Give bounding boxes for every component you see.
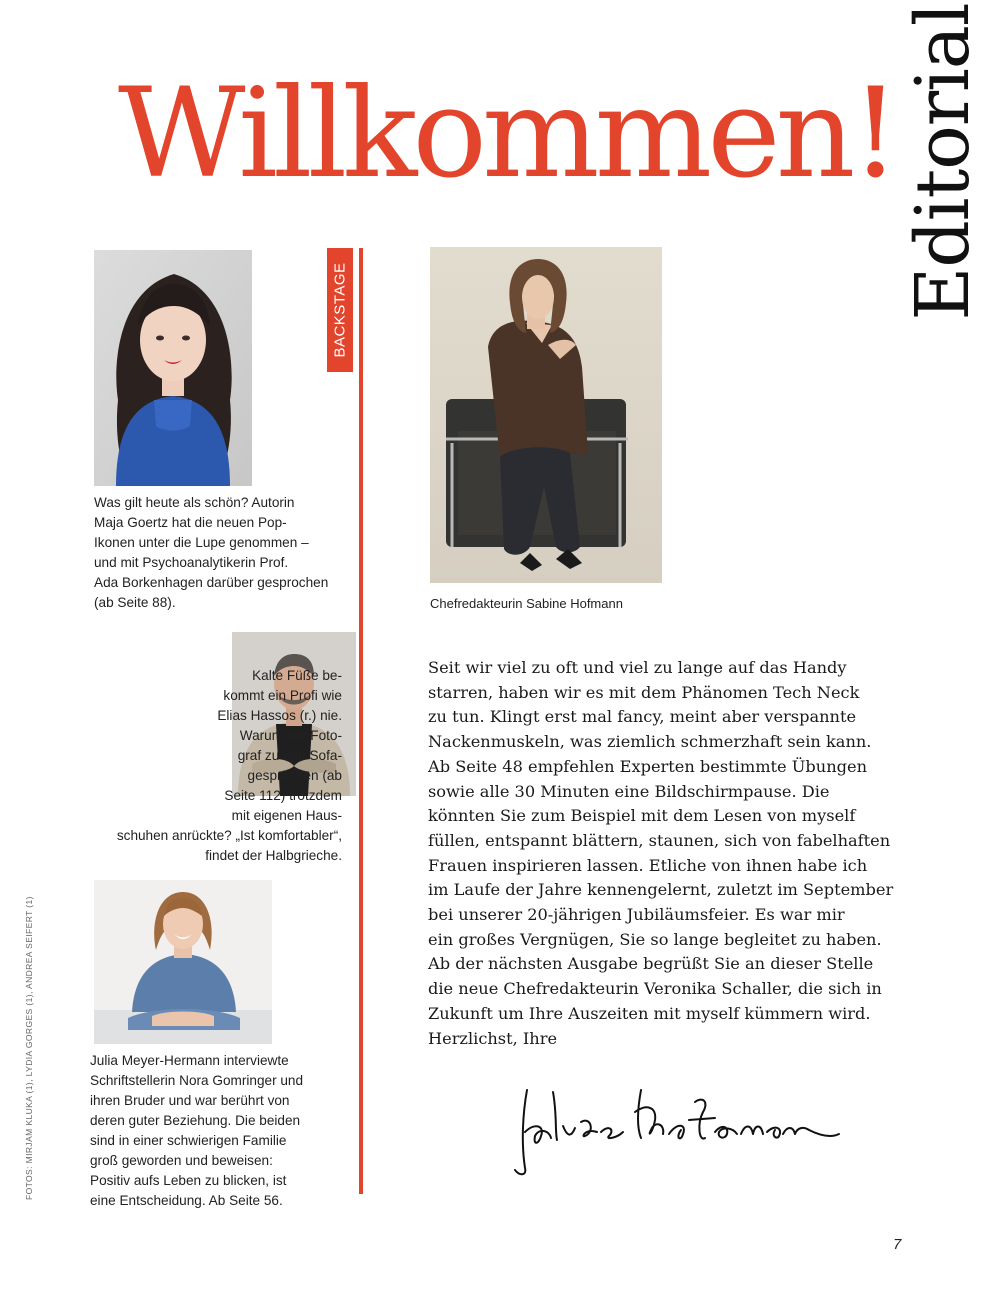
page-number: 7 <box>893 1236 902 1253</box>
column-divider <box>359 248 363 1194</box>
editor-signature <box>505 1072 845 1187</box>
editorial-body <box>428 656 898 1051</box>
body-line: starren, haben wir es mit dem Phänomen Tech Neck <box>428 682 860 702</box>
caption-line: Elias Hassos (r.) nie. <box>217 708 342 723</box>
caption-line: graf zu den Sofa- <box>237 748 342 763</box>
caption-line: und mit Psychoanalytikerin Prof. <box>94 555 289 570</box>
body-line: ein großes Vergnügen, Sie so lange begleitet zu haben. <box>428 929 882 949</box>
section-label <box>898 3 988 321</box>
caption-line: eine Entscheidung. Ab Seite 56. <box>90 1193 283 1208</box>
caption-line: schuhen anrückte? „Ist komfortabler“, <box>116 828 342 843</box>
body-line: bei unserer 20-jährigen Jubiläumsfeier. Es war mir <box>428 905 845 925</box>
caption-line: Positiv aufs Leben zu blicken, ist <box>90 1173 287 1188</box>
caption-line: findet der Halbgrieche. <box>205 848 342 863</box>
body-line: im Laufe der Jahre kennengelernt, zuletzt im September <box>428 880 894 900</box>
caption-line: Was gilt heute als schön? Autorin <box>94 495 295 510</box>
caption-line: Maja Goertz hat die neuen Pop- <box>94 515 287 530</box>
portrait-photo-interviewer <box>94 880 272 1044</box>
portrait-photo-author <box>94 250 252 486</box>
teaser-caption-beauty <box>94 493 344 613</box>
body-line: sowie alle 30 Minuten eine Bildschirmpause. Die <box>428 781 830 801</box>
body-line: Herzlichst, Ihre <box>428 1028 558 1048</box>
body-line: füllen, entspannt blättern, staunen, sich von fabelhaften <box>428 830 891 850</box>
backstage-tag <box>327 248 353 372</box>
teaser-caption-sofa <box>60 666 342 866</box>
section-label-text: Editorial <box>900 3 986 321</box>
photo-caption-editor: Chefredakteurin Sabine Hofmann <box>430 596 623 611</box>
body-line: Seit wir viel zu oft und viel zu lange auf das Handy <box>428 658 847 677</box>
caption-line: groß geworden und beweisen: <box>90 1153 273 1168</box>
caption-line: (ab Seite 88). <box>94 595 176 610</box>
photo-credit: FOTOS: MIRJAM KLUKA (1), LYDIA GORGES (1), ANDREA SEIFERT (1) <box>24 896 34 1200</box>
caption-line: Schriftstellerin Nora Gomringer und <box>90 1073 304 1088</box>
page-headline: Willkommen! <box>118 62 896 206</box>
caption-line: Seite 112) trotzdem <box>224 788 342 803</box>
teaser-caption-interview <box>90 1051 350 1211</box>
caption-line: kommt ein Profi wie <box>223 688 342 703</box>
caption-line: Julia Meyer-Hermann interviewte <box>90 1053 289 1068</box>
body-line: die neue Chefredakteurin Veronika Schaller, die sich in <box>428 979 882 999</box>
caption-line: mit eigenen Haus- <box>231 808 342 823</box>
body-line: zu tun. Klingt erst mal fancy, meint aber verspannte <box>428 707 857 727</box>
caption-line: Kalte Füße be- <box>252 668 342 683</box>
body-line: Frauen inspirieren lassen. Etliche von ihnen habe ich <box>428 855 868 875</box>
caption-line: Warum der Foto- <box>239 728 342 743</box>
backstage-tag-text: BACKSTAGE <box>331 262 349 358</box>
body-line: Ab Seite 48 empfehlen Experten bestimmte Übungen <box>428 756 867 776</box>
caption-line: sind in einer schwierigen Familie <box>90 1133 287 1148</box>
caption-line: deren guter Beziehung. Die beiden <box>90 1113 301 1128</box>
caption-line: gesprächen (ab <box>247 768 342 783</box>
caption-line: Ada Borkenhagen darüber gesprochen <box>94 575 329 590</box>
caption-line: ihren Bruder und war berührt von <box>90 1093 290 1108</box>
caption-line: Ikonen unter die Lupe genommen – <box>94 535 309 550</box>
body-line: Zukunft um Ihre Auszeiten mit myself kümmern wird. <box>428 1003 871 1023</box>
portrait-photo-editor <box>430 247 662 583</box>
body-line: Ab der nächsten Ausgabe begrüßt Sie an dieser Stelle <box>428 954 874 974</box>
body-line: könnten Sie zum Beispiel mit dem Lesen von myself <box>428 806 856 826</box>
body-line: Nackenmuskeln, was ziemlich schmerzhaft sein kann. <box>428 732 872 752</box>
